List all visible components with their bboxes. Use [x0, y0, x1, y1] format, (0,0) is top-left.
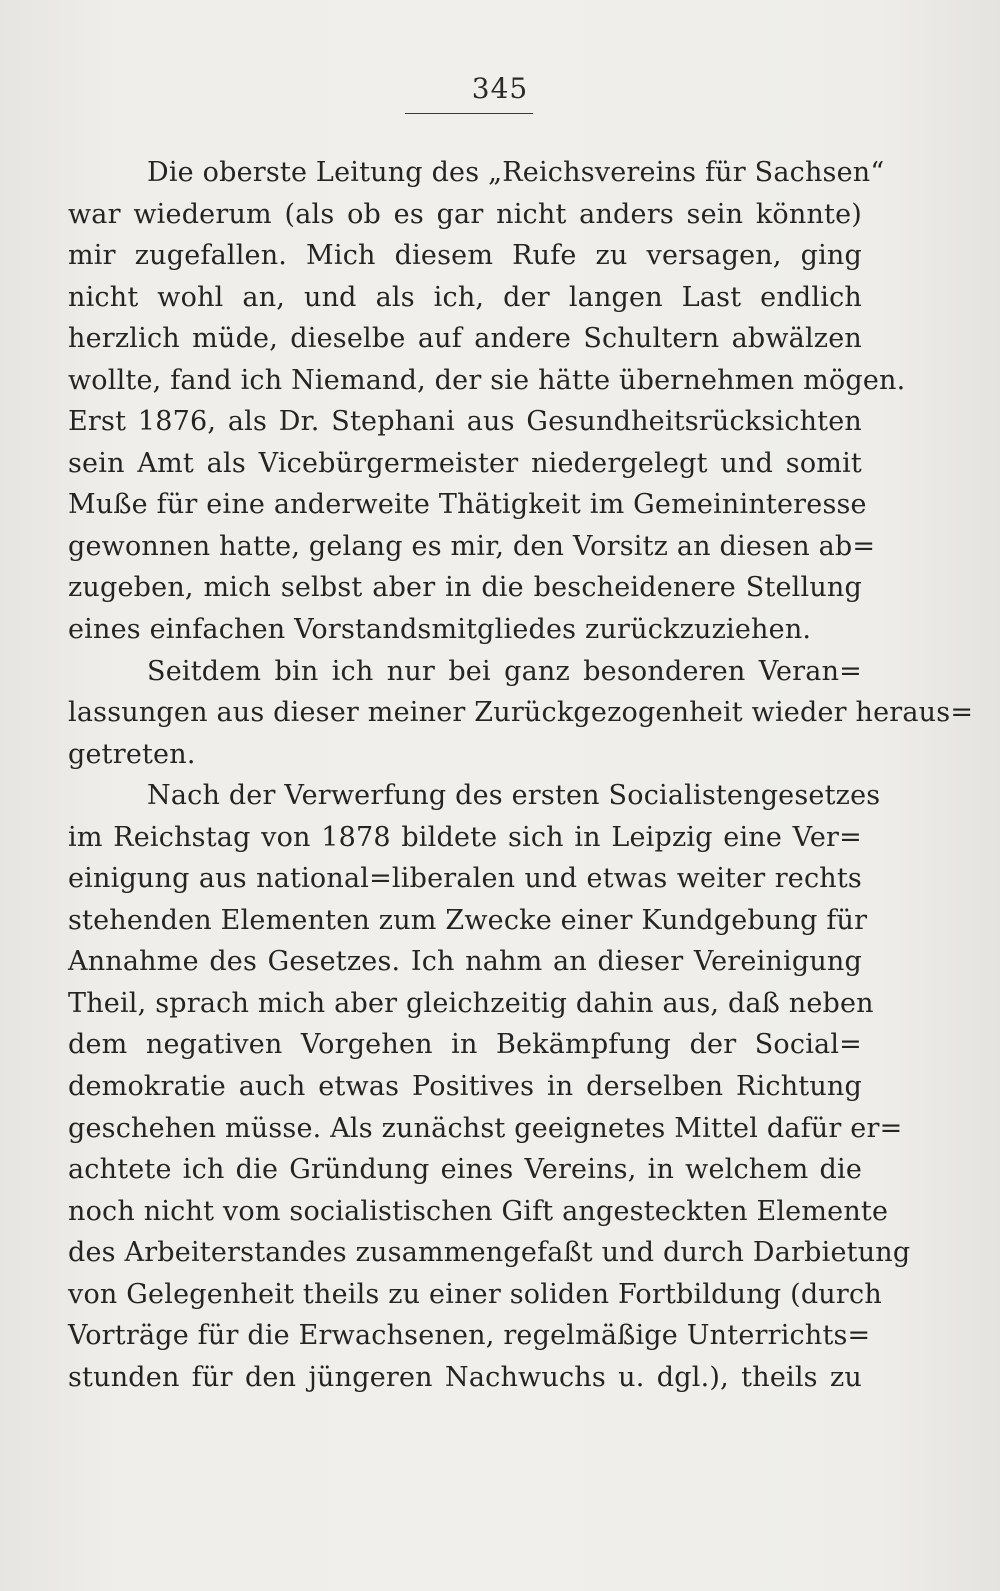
text-line: wollte, fand ich Niemand, der sie hätte übernehmen mögen. [68, 364, 906, 396]
text-line: Annahme des Gesetzes. Ich nahm an dieser Vereinigung [68, 946, 862, 978]
text-line: zugeben, mich selbst aber in die bescheidenere Stellung [68, 572, 862, 604]
text-line: mir zugefallen. Mich diesem Rufe zu versagen, ging [68, 240, 862, 272]
text-line: Nach der Verwerfung des ersten Socialistengesetzes [147, 780, 881, 812]
text-line: einigung aus national=liberalen und etwas weiter rechts [68, 863, 862, 895]
text-line: herzlich müde, dieselbe auf andere Schultern abwälzen [68, 323, 862, 355]
text-line: Theil, sprach mich aber gleichzeitig dahin aus, daß neben [68, 987, 874, 1019]
header-rule [405, 113, 533, 114]
text-line: Die oberste Leitung des „Reichsvereins für Sachsen“ [147, 157, 885, 188]
text-line: sein Amt als Vicebürgermeister niedergelegt und somit [68, 447, 862, 479]
text-line: dem negativen Vorgehen in Bekämpfung der Social= [68, 1029, 862, 1061]
text-line: achtete ich die Gründung eines Vereins, in welchem die [68, 1154, 862, 1186]
page-number: 345 [471, 72, 529, 105]
text-line: war wiederum (als ob es gar nicht anders sein könnte) [68, 198, 862, 230]
text-line: des Arbeiterstandes zusammengefaßt und durch Darbietung [68, 1237, 911, 1269]
body-text [68, 152, 974, 1398]
text-line: eines einfachen Vorstandsmitgliedes zurückzuziehen. [68, 614, 812, 646]
text-line: gewonnen hatte, gelang es mir, den Vorsitz an diesen ab= [68, 530, 876, 562]
text-line: stunden für den jüngeren Nachwuchs u. dgl.), theils zu [68, 1361, 862, 1393]
text-line: Muße für eine anderweite Thätigkeit im Gemeininteresse [68, 489, 867, 521]
text-line: Vorträge für die Erwachsenen, regelmäßige Unterrichts= [68, 1320, 871, 1352]
text-line: geschehen müsse. Als zunächst geeignetes Mittel dafür er= [68, 1112, 903, 1144]
text-line: nicht wohl an, und als ich, der langen Last endlich [68, 281, 862, 313]
text-line: noch nicht vom socialistischen Gift angesteckten Elemente [68, 1195, 889, 1227]
text-line: getreten. [68, 738, 196, 770]
text-line: Seitdem bin ich nur bei ganz besonderen Veran= [147, 655, 862, 687]
text-line: im Reichstag von 1878 bildete sich in Leipzig eine Ver= [68, 821, 862, 853]
text-line: von Gelegenheit theils zu einer soliden Fortbildung (durch [68, 1278, 882, 1310]
text-line: stehenden Elementen zum Zwecke einer Kundgebung für [68, 904, 868, 936]
text-line: lassungen aus dieser meiner Zurückgezogenheit wieder heraus= [68, 697, 974, 729]
text-line: demokratie auch etwas Positives in derselben Richtung [68, 1071, 862, 1103]
text-line: Erst 1876, als Dr. Stephani aus Gesundheitsrücksichten [68, 406, 862, 438]
